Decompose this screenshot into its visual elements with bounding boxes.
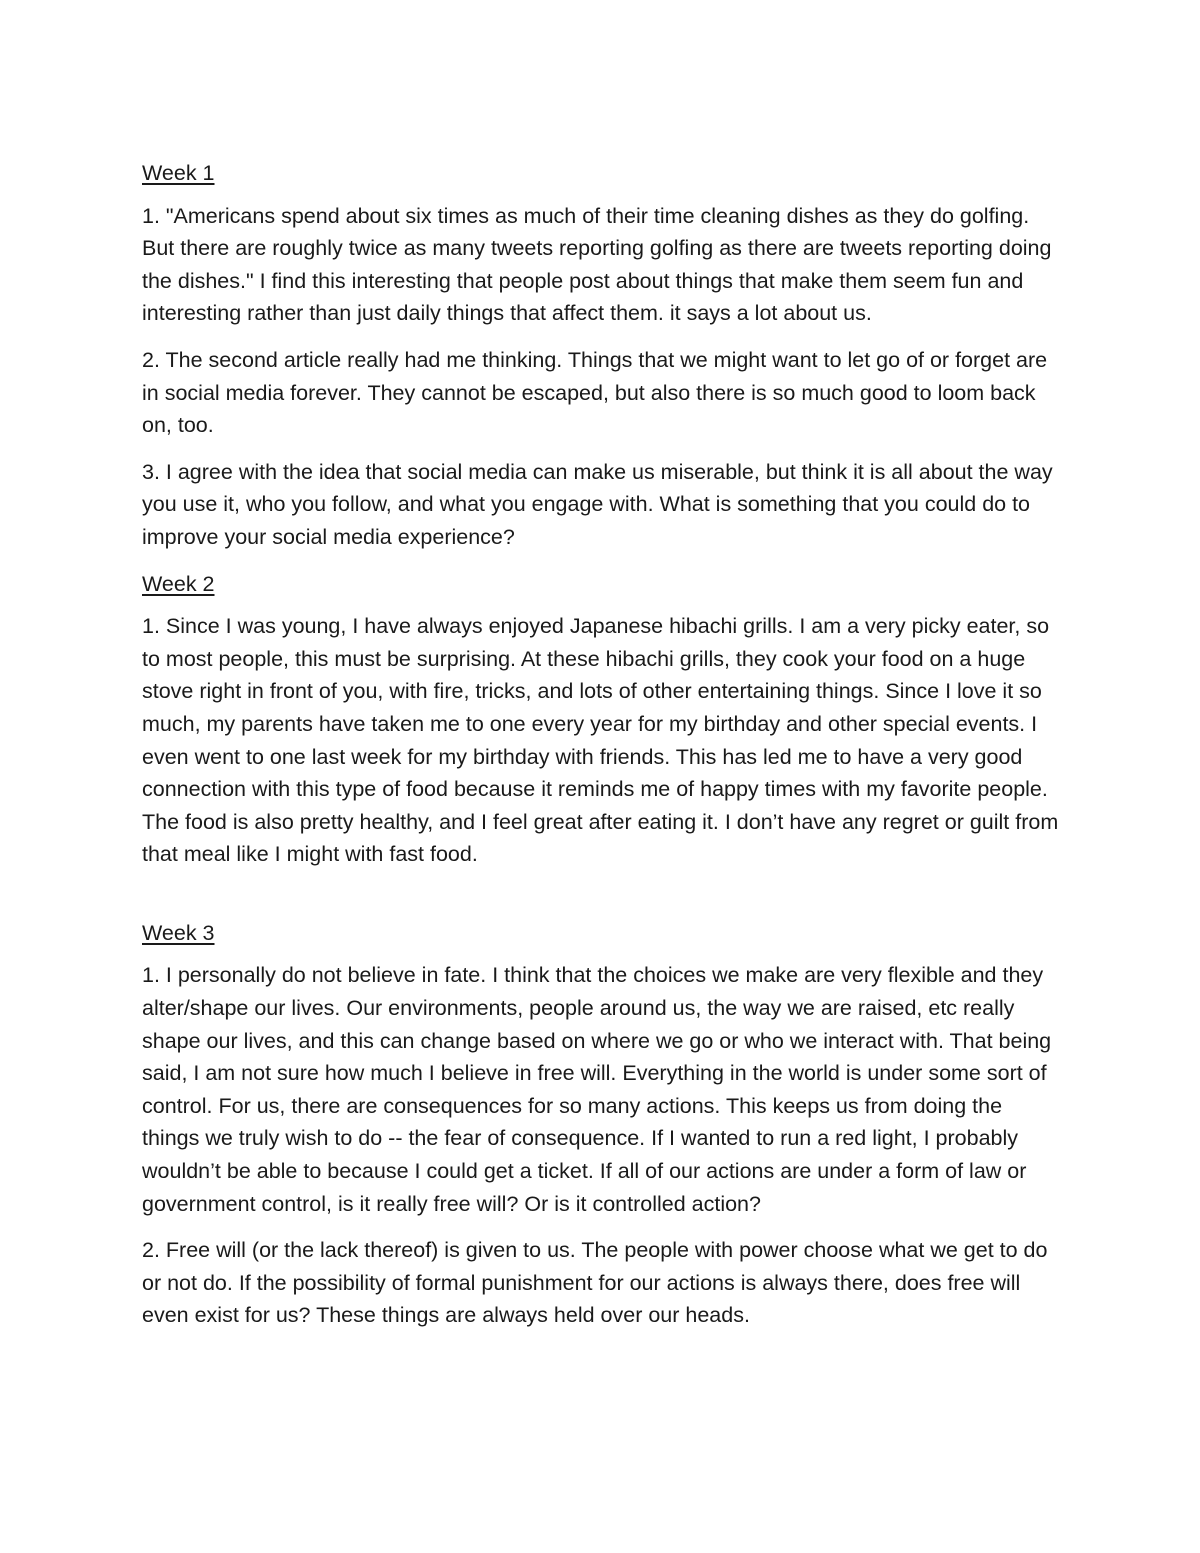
- week-1-entry-2: 2. The second article really had me thinking. Things that we might want to let go of or forget are in social media forever. They cannot be escaped, but also there is so much good to loom back on, too.: [142, 347, 1048, 438]
- week-3-heading: Week 3: [142, 920, 215, 945]
- week-2-heading: Week 2: [142, 571, 215, 596]
- week-2-section: [142, 568, 1062, 871]
- week-1-entry-3: 3. I agree with the idea that social media can make us miserable, but think it is all about the way you use it, who you follow, and what you engage with. What is something that you could do to improve your social media experience?: [142, 459, 1053, 549]
- week-1-section: [142, 157, 1062, 554]
- document-page: [142, 157, 1062, 1346]
- blank-line: [142, 885, 1062, 917]
- week-3-entry-2: 2. Free will (or the lack thereof) is given to us. The people with power choose what we get to do or not do. If the possibility of formal punishment for our actions is always there, does free will even exist for us? These things are always held over our heads.: [142, 1238, 1048, 1328]
- week-3-section: [142, 917, 1062, 1332]
- week-2-entry-1: 1. Since I was young, I have always enjoyed Japanese hibachi grills. I am a very picky eater, so to most people, this must be surprising. At these hibachi grills, they cook your food on a huge stove right in front of you, with fire, tricks, and lots of other entertaining things. Since I love it so much, my parents have taken me to one every year for my birthday and other special events. I even went to one last week for my birthday with friends. This has led me to have a very good connection with this type of food because it reminds me of happy times with my favorite people. The food is also pretty healthy, and I feel great after eating it. I don’t have any regret or guilt from that meal like I might with fast food.: [142, 614, 1059, 867]
- week-1-entry-1: 1. "Americans spend about six times as much of their time cleaning dishes as they do golfing. But there are roughly twice as many tweets reporting golfing as there are tweets reporting doing the dishes." I find this interesting that people post about things that make them seem fun and interesting rather than just daily things that affect them. it says a lot about us.: [142, 203, 1052, 326]
- week-3-entry-1: 1. I personally do not believe in fate. I think that the choices we make are very flexible and they alter/shape our lives. Our environments, people around us, the way we are raised, etc really shape our lives, and this can change based on where we go or who we interact with. That being said, I am not sure how much I believe in free will. Everything in the world is under some sort of control. For us, there are consequences for so many actions. This keeps us from doing the things we truly wish to do -- the fear of consequence. If I wanted to run a red light, I probably wouldn’t be able to because I could get a ticket. If all of our actions are under a form of law or government control, is it really free will? Or is it controlled action?: [142, 963, 1052, 1216]
- week-1-heading: Week 1: [142, 161, 215, 185]
